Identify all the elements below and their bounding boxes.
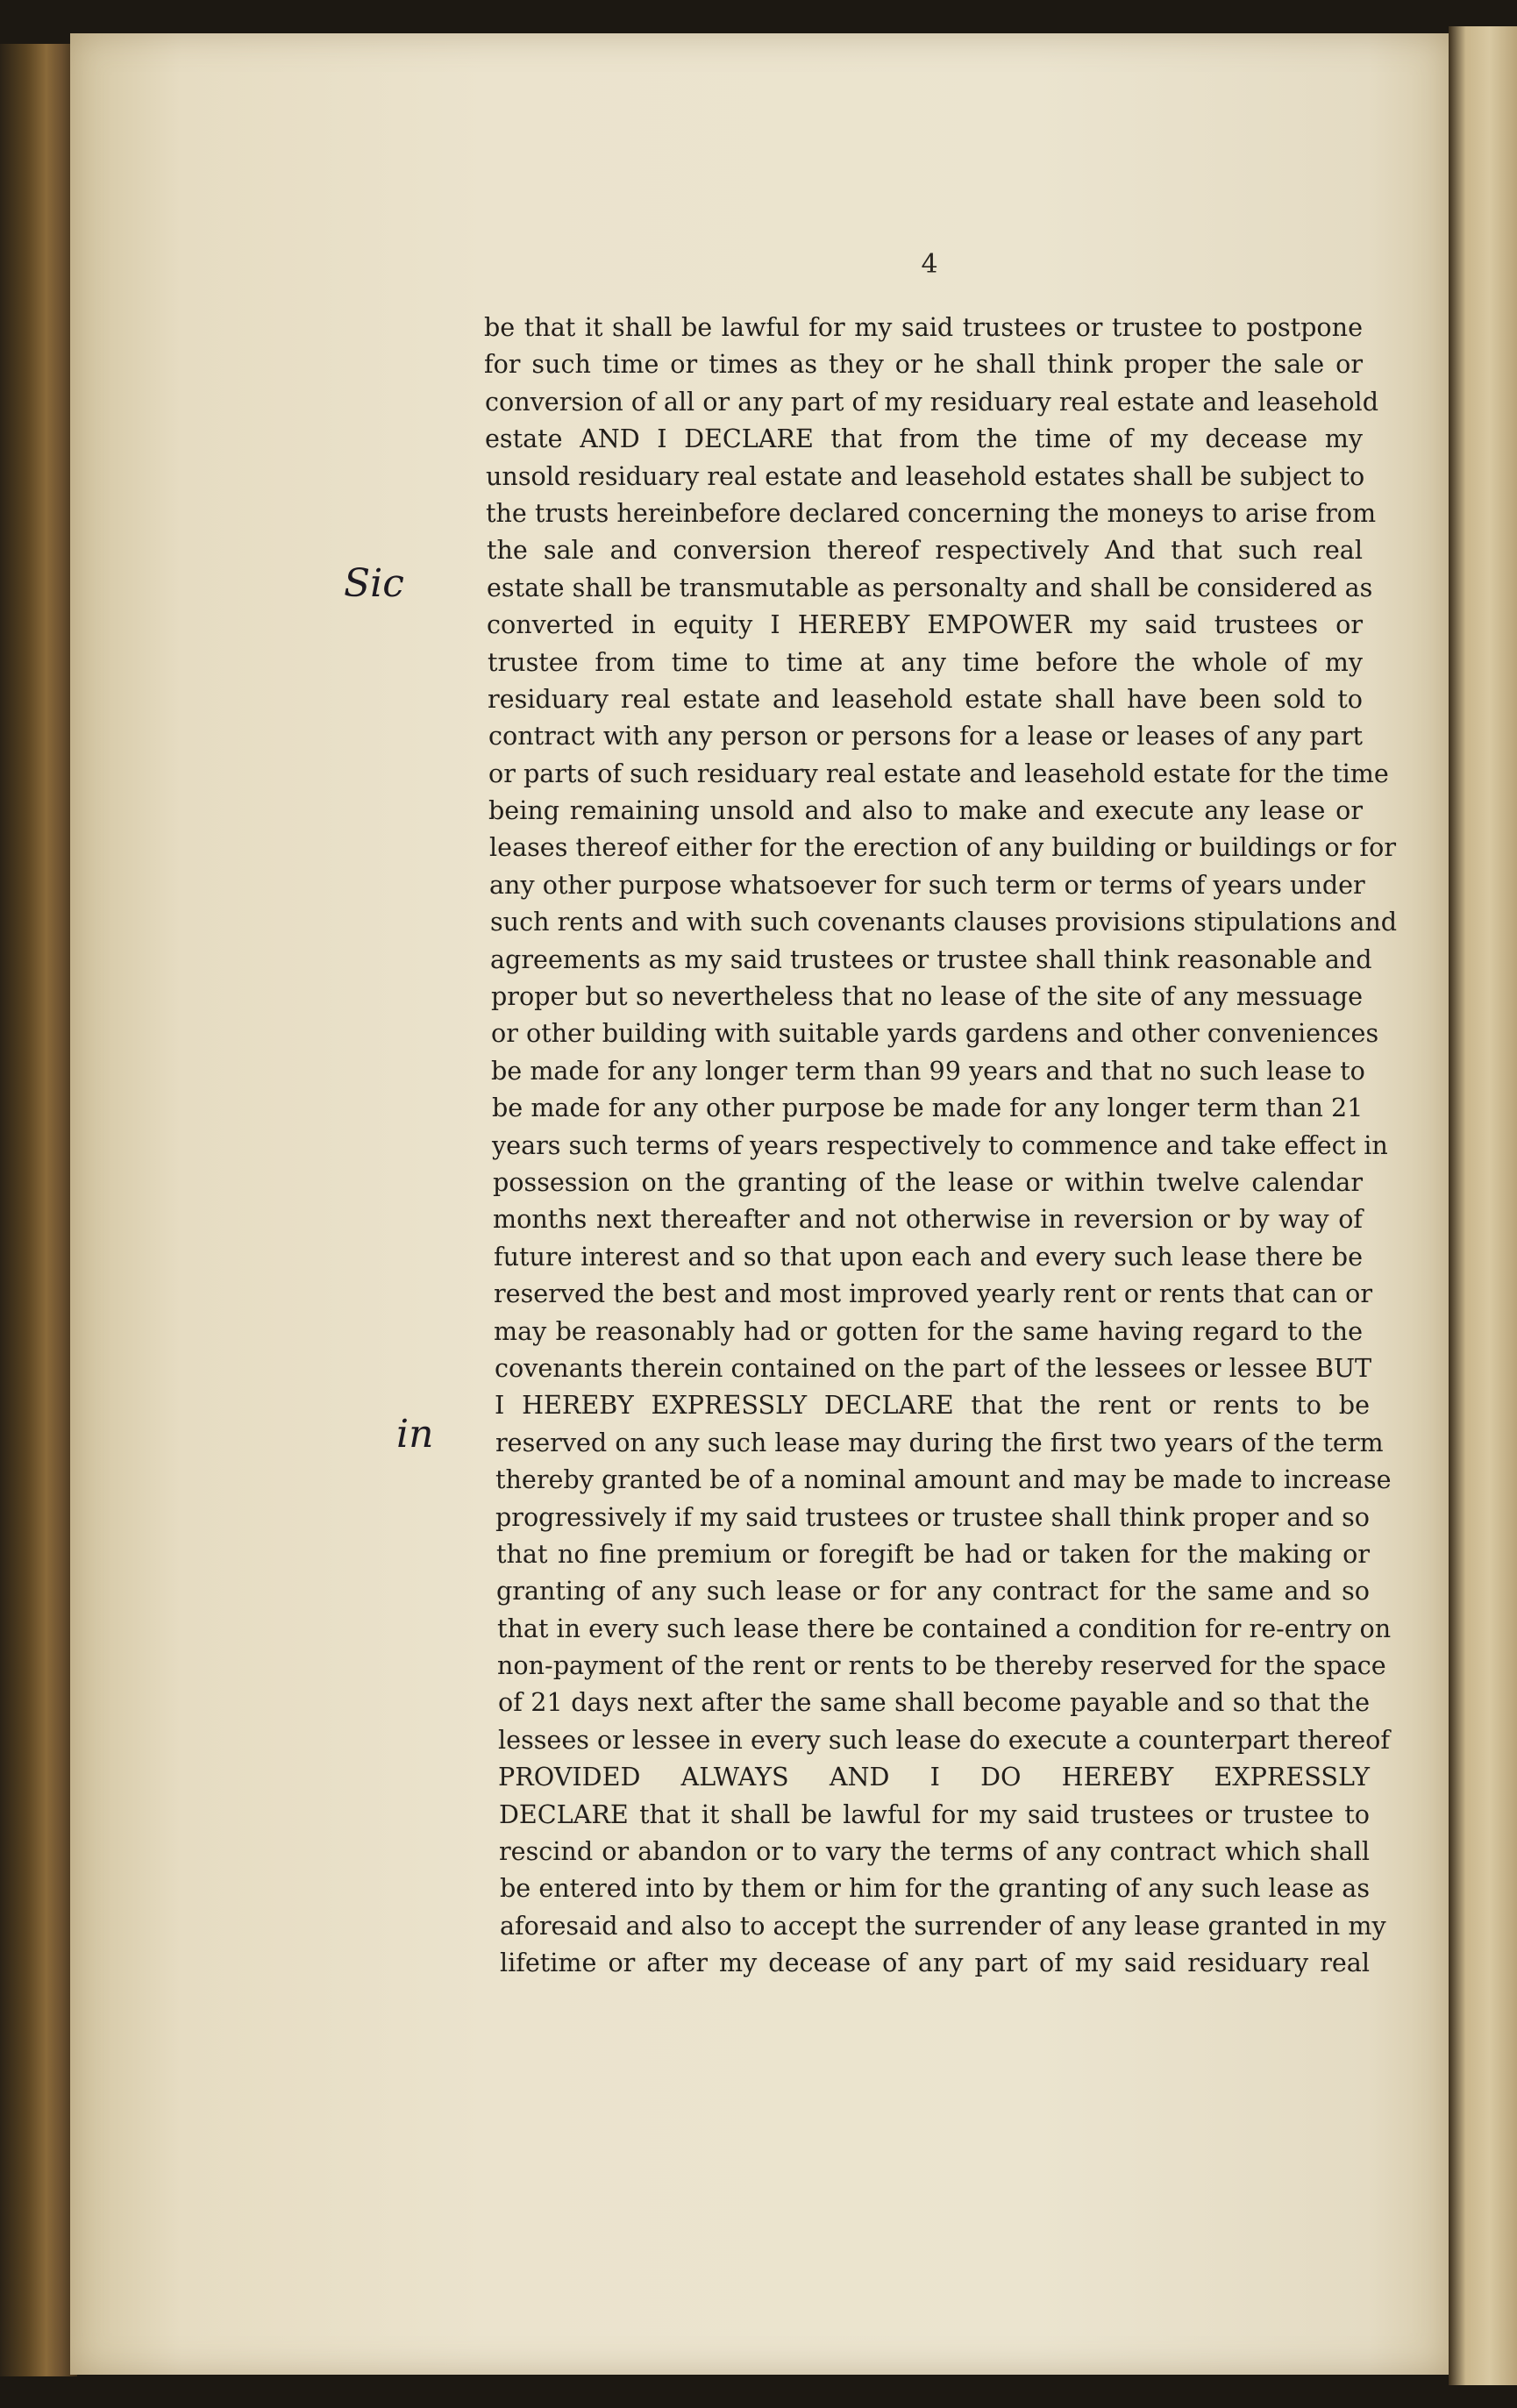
text-line: or other building with suitable yards gardens and other conveniences xyxy=(491,1018,1379,1049)
text-line: granting of any such lease or for any contract for the same and so xyxy=(496,1576,1370,1607)
text-line: aforesaid and also to accept the surrender of any lease granted in my xyxy=(500,1910,1386,1941)
text-line: be that it shall be lawful for my said trustees or trustee to postpone xyxy=(484,312,1363,342)
next-page-edge xyxy=(1449,26,1517,2385)
text-line: rescind or abandon or to vary the terms of any contract which shall xyxy=(499,1836,1370,1867)
text-line: residuary real estate and leasehold estate shall have been sold to xyxy=(488,683,1363,714)
text-line: reserved on any such lease may during the first two years of the term xyxy=(495,1427,1384,1457)
text-line: lessees or lessee in every such lease do execute a counterpart thereof xyxy=(498,1724,1390,1755)
text-line: estate shall be transmutable as personalty and shall be considered as xyxy=(487,572,1373,602)
text-line: DECLARE that it shall be lawful for my said trustees or trustee to xyxy=(499,1799,1370,1829)
page-number: 4 xyxy=(921,249,938,280)
text-line: I HEREBY EXPRESSLY DECLARE that the rent or rents to be xyxy=(495,1390,1370,1421)
book-binding xyxy=(0,44,77,2376)
text-line: thereby granted be of a nominal amount and may be made to increase xyxy=(495,1464,1392,1495)
text-line: that no fine premium or foregift be had or taken for the making or xyxy=(496,1538,1370,1569)
text-line: the trusts hereinbefore declared concerning the moneys to arise from xyxy=(486,497,1377,528)
margin-note-sic: Sic xyxy=(344,561,404,606)
text-line: be made for any longer term than 99 years and that no such lease to xyxy=(491,1055,1365,1086)
text-line: or parts of such residuary real estate and leasehold estate for the time xyxy=(488,758,1389,788)
text-line: proper but so nevertheless that no lease of the site of any messuage xyxy=(491,981,1363,1012)
text-line: be made for any other purpose be made for any longer term than 21 xyxy=(492,1093,1364,1123)
text-line: any other purpose whatsoever for such term or terms of years under xyxy=(489,869,1365,900)
body-text xyxy=(484,309,1398,1982)
text-line: trustee from time to time at any time before the whole of my xyxy=(488,646,1363,677)
text-line: converted in equity I HEREBY EMPOWER my said trustees or xyxy=(487,609,1363,640)
text-line: unsold residuary real estate and leasehold estates shall be subject to xyxy=(486,460,1365,491)
text-line: being remaining unsold and also to make and execute any lease or xyxy=(488,795,1363,826)
text-line: estate AND I DECLARE that from the time of my decease my xyxy=(485,424,1363,454)
text-line: non-payment of the rent or rents to be thereby reserved for the space xyxy=(497,1650,1386,1681)
text-line: be entered into by them or him for the granting of any such lease as xyxy=(500,1873,1370,1904)
text-line: leases thereof either for the erection of any building or buildings or for xyxy=(489,832,1396,863)
text-line: covenants therein contained on the part of the lessees or lessee BUT xyxy=(495,1352,1372,1383)
text-line: conversion of all or any part of my residuary real estate and leasehold xyxy=(485,386,1379,417)
text-line: of 21 days next after the same shall become payable and so that the xyxy=(498,1687,1370,1718)
text-line: progressively if my said trustees or trustee shall think proper and so xyxy=(495,1501,1370,1532)
text-line: future interest and so that upon each and every such lease there be xyxy=(494,1241,1363,1272)
text-line: for such time or times as they or he shall think proper the sale or xyxy=(484,349,1363,380)
text-line: years such terms of years respectively to commence and take effect in xyxy=(492,1129,1388,1160)
text-line: agreements as my said trustees or trustee shall think reasonable and xyxy=(490,944,1372,974)
text-line: PROVIDED ALWAYS AND I DO HEREBY EXPRESSLY xyxy=(498,1762,1370,1792)
text-line: that in every such lease there be contained a condition for re-entry on xyxy=(497,1613,1392,1643)
text-line: months next thereafter and not otherwise in reversion or by way of xyxy=(493,1204,1363,1235)
text-line: the sale and conversion thereof respectively And that such real xyxy=(487,535,1363,566)
text-line: such rents and with such covenants clauses provisions stipulations and xyxy=(490,907,1398,937)
text-line: contract with any person or persons for a lease or leases of any part xyxy=(488,721,1363,752)
text-line: lifetime or after my decease of any part of my said residuary real xyxy=(500,1948,1370,1978)
text-line: may be reasonably had or gotten for the same having regard to the xyxy=(494,1315,1363,1346)
margin-note-in: in xyxy=(396,1412,434,1457)
text-line: reserved the best and most improved yearly rent or rents that can or xyxy=(494,1279,1373,1309)
text-line: possession on the granting of the lease or within twelve calendar xyxy=(493,1166,1363,1197)
